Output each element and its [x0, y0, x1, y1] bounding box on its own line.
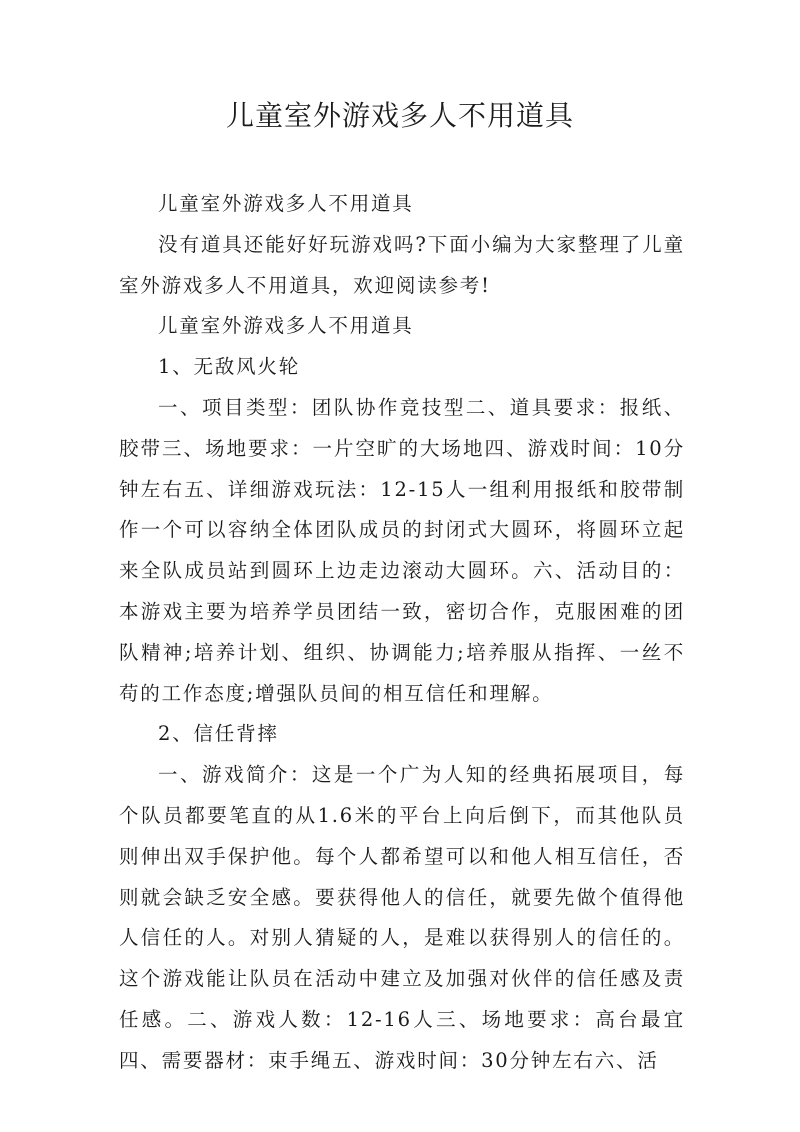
game-1-heading: 1、无敌风火轮 [158, 355, 301, 379]
document-body [119, 184, 685, 1082]
game-2-heading: 2、信任背摔 [158, 722, 279, 746]
game-2-description: 一、游戏简介：这是一个广为人知的经典拓展项目，每个队员都要笔直的从1.6米的平台上向后倒下，而其他队员则伸出双手保护他。每个人都希望可以和他人相互信任，否则就会缺乏安全感。要获得他人的信任，就要先做个值得他人信任的人。对别人猜疑的人，是难以获得别人的信任的。这个游戏能让队员在活动中建立及加强对伙伴的信任感及责任感。二、游戏人数：12-16人三、场地要求：高台最宜四、需要器材：束手绳五、游戏时间：30分钟左右六、活 [119, 763, 685, 1072]
intro-paragraph: 没有道具还能好好玩游戏吗?下面小编为大家整理了儿童室外游戏多人不用道具，欢迎阅读参考! [119, 232, 685, 297]
intro-heading: 儿童室外游戏多人不用道具 [158, 192, 414, 215]
game-1-description: 一、项目类型：团队协作竞技型二、道具要求：报纸、胶带三、场地要求：一片空旷的大场地四、游戏时间：10分钟左右五、详细游戏玩法：12-15人一组利用报纸和胶带制作一个可以容纳全体团队成员的封闭式大圆环，将圆环立起来全队成员站到圆环上边走边滚动大圆环。六、活动目的：本游戏主要为培养学员团结一致，密切合作，克服困难的团队精神;培养计划、组织、协调能力;培养服从指挥、一丝不苟的工作态度;增强队员间的相互信任和理解。 [119, 395, 685, 705]
document-title: 儿童室外游戏多人不用道具 [225, 99, 574, 132]
section-heading: 儿童室外游戏多人不用道具 [158, 314, 414, 338]
